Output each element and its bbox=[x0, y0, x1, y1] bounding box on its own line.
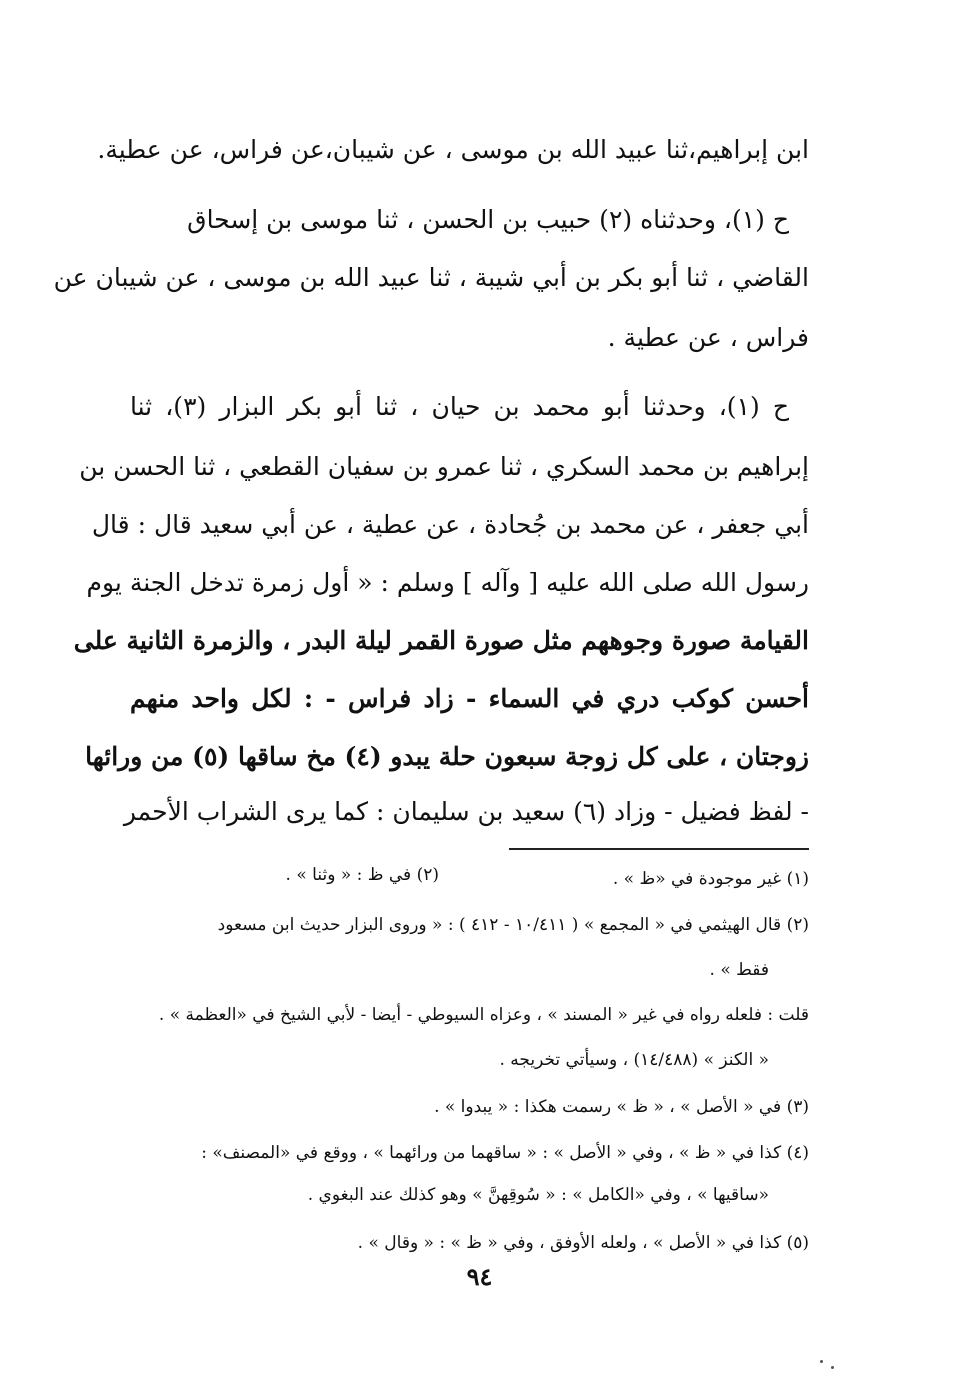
footnote-2-line-b: فقط » . bbox=[709, 960, 769, 980]
text-line-4: فراس ، عن عطية . bbox=[607, 323, 809, 352]
footnote-2-short: (٢) في ظ : « وثنا » . bbox=[285, 865, 439, 885]
text-line-3: القاضي ، ثنا أبو بكر بن أبي شيبة ، ثنا عبيد الله بن موسى ، عن شيبان عن bbox=[53, 263, 809, 292]
footnote-5: (٥) كذا في « الأصل » ، ولعله الأوفق ، وفي « ظ » : « وقال » . bbox=[357, 1233, 809, 1253]
text-line-5: ح (١)، وحدثنا أبو محمد بن حيان ، ثنا أبو بكر البزار (٣)، ثنا bbox=[130, 392, 789, 421]
text-line-2: ح (١)، وحدثناه (٢) حبيب بن الحسن ، ثنا موسى بن إسحاق bbox=[187, 205, 789, 234]
footnote-qult-line-b: « الكنز » (١٤/٤٨٨) ، وسيأتي تخريجه . bbox=[499, 1050, 769, 1070]
footnote-separator bbox=[509, 848, 809, 850]
text-line-1: ابن إبراهيم،ثنا عبيد الله بن موسى ، عن شيبان،عن فراس، عن عطية. bbox=[97, 135, 809, 164]
footnote-4-line-b: «ساقيها » ، وفي «الكامل » : « سُوقِهنَّ » وهو كذلك عند البغوي . bbox=[307, 1185, 769, 1205]
text-line-8: رسول الله صلى الله عليه [ وآله ] وسلم : « أول زمرة تدخل الجنة يوم bbox=[86, 568, 809, 597]
footnote-1: (١) غير موجودة في «ظ » . bbox=[612, 869, 809, 889]
scan-speck bbox=[831, 1366, 834, 1369]
scan-speck bbox=[820, 1360, 823, 1363]
page-number: ٩٤ bbox=[466, 1262, 493, 1291]
footnote-qult-line-a: قلت : فلعله رواه في غير « المسند » ، وعزاه السيوطي - أيضا - لأبي الشيخ في «العظمة » . bbox=[158, 1005, 809, 1025]
text-line-10: أحسن كوكب دري في السماء - زاد فراس - : لكل واحد منهم bbox=[130, 684, 809, 713]
footnote-2-line-a: (٢) قال الهيثمي في « المجمع » ( ١٠/٤١١ - ٤١٢ ) : « وروى البزار حديث ابن مسعود bbox=[217, 915, 809, 935]
footnote-4-line-a: (٤) كذا في « ظ » ، وفي « الأصل » : « ساقهما من ورائهما » ، ووقع في «المصنف» : bbox=[201, 1143, 809, 1163]
text-line-6: إبراهيم بن محمد السكري ، ثنا عمرو بن سفيان القطعي ، ثنا الحسن بن bbox=[79, 452, 809, 481]
footnote-3: (٣) في « الأصل » ، « ظ » رسمت هكذا : « يبدوا » . bbox=[434, 1097, 809, 1117]
text-line-9: القيامة صورة وجوههم مثل صورة القمر ليلة البدر ، والزمرة الثانية على bbox=[73, 626, 809, 655]
text-line-7: أبي جعفر ، عن محمد بن جُحادة ، عن عطية ، عن أبي سعيد قال : قال bbox=[91, 510, 809, 539]
text-line-11: زوجتان ، على كل زوجة سبعون حلة يبدو (٤) مخ ساقها (٥) من ورائها bbox=[85, 742, 809, 771]
text-line-12: - لفظ فضيل - وزاد (٦) سعيد بن سليمان : كما يرى الشراب الأحمر bbox=[123, 797, 809, 826]
